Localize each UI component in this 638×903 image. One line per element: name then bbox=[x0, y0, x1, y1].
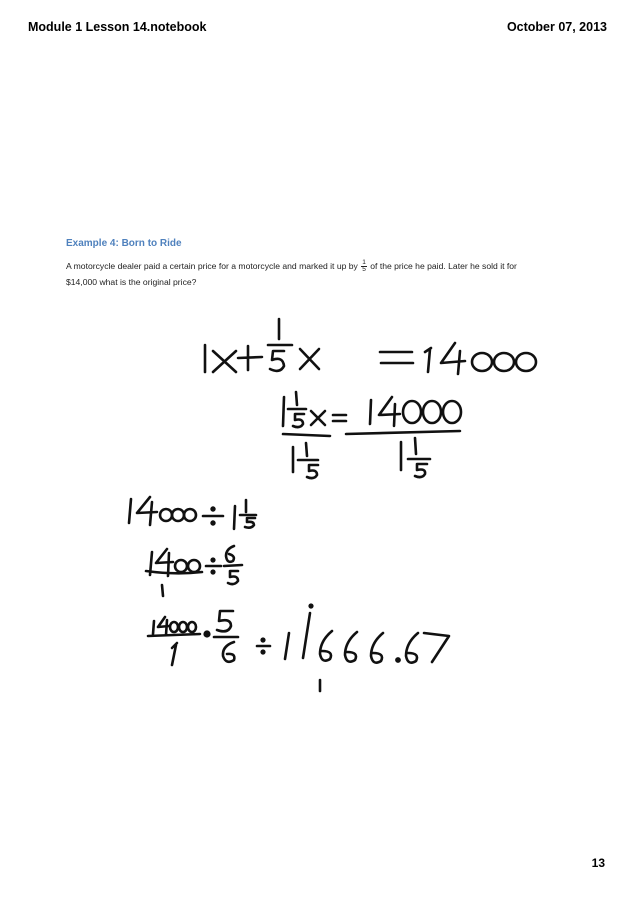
page-number: 13 bbox=[591, 856, 605, 870]
handwritten-equation-line1 bbox=[205, 319, 536, 374]
question-text-part2: of the price he paid. Later he sold it for bbox=[367, 261, 517, 271]
example-title: Example 4: Born to Ride bbox=[66, 238, 182, 249]
handwritten-equation-line4 bbox=[146, 546, 242, 596]
handwritten-equation-line2 bbox=[283, 392, 461, 478]
question-text-part1: A motorcycle dealer paid a certain price for a motorcycle and marked it up by bbox=[66, 261, 361, 271]
fraction-numerator: 1 bbox=[362, 258, 366, 266]
fraction-denominator: 5 bbox=[362, 266, 366, 274]
handwritten-equation-line3 bbox=[129, 497, 256, 529]
page-date: October 07, 2013 bbox=[506, 20, 607, 34]
question-text-line2: $14,000 what is the original price? bbox=[66, 277, 197, 287]
notebook-title: Module 1 Lesson 14.notebook bbox=[28, 20, 207, 34]
handwritten-equation-line5 bbox=[148, 605, 449, 691]
